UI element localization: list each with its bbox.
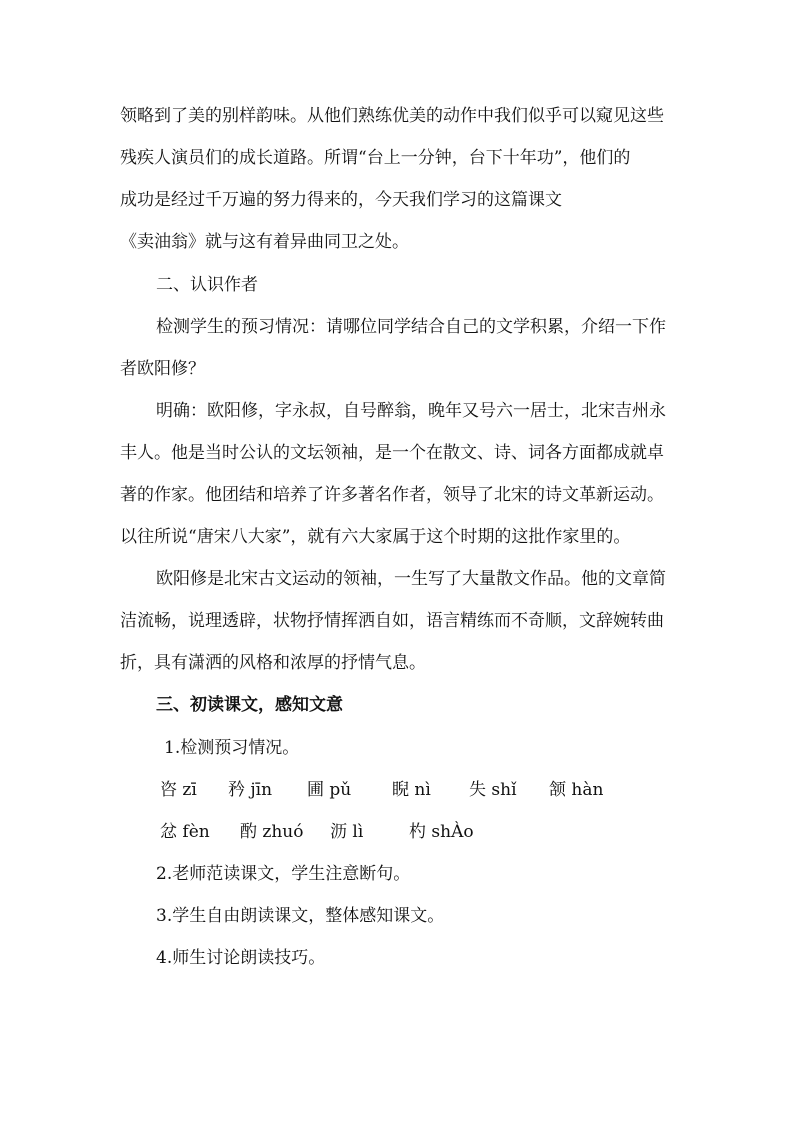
paragraph-3-line-2: 丰人。他是当时公认的文坛领袖，是一个在散文、诗、词各方面都成就卓: [120, 443, 664, 463]
paragraph-1-line-3: 成功是经过千万遍的努力得来的，今天我们学习的这篇课文: [120, 190, 562, 210]
paragraph-3-line-4: 以往所说“唐宋八大家”，就有六大家属于这个时期的这批作家里的。: [120, 527, 631, 547]
paragraph-1-line-2: 残疾人演员们的成长道路。所谓“台上一分钟，台下十年功”，他们的: [120, 148, 631, 168]
paragraph-2-line-2: 者欧阳修？: [120, 359, 205, 379]
pinyin-item: 圃 pǔ: [307, 780, 352, 800]
pinyin-item: 酌 zhuó: [240, 822, 304, 842]
paragraph-4-line-1: 欧阳修是北宋古文运动的领袖，一生写了大量散文作品。他的文章简: [156, 569, 666, 589]
paragraph-4-line-3: 折，具有潇洒的风格和浓厚的抒情气息。: [120, 653, 426, 673]
pinyin-item: 矜 jīn: [228, 780, 273, 800]
pinyin-item: 睨 nì: [392, 780, 431, 800]
section-heading-first-reading: 三、初读课文，感知文意: [156, 695, 343, 715]
step-4: 4.师生讨论朗读技巧。: [156, 948, 326, 968]
paragraph-2-line-1: 检测学生的预习情况：请哪位同学结合自己的文学积累，介绍一下作: [156, 317, 666, 337]
pinyin-item: 失 shǐ: [469, 780, 517, 800]
step-1: 1.检测预习情况。: [164, 738, 300, 758]
paragraph-1-line-4: 《卖油翁》就与这有着异曲同卫之处。: [120, 232, 409, 252]
pinyin-item: 沥 lì: [330, 822, 364, 842]
paragraph-3-line-3: 著的作家。他团结和培养了许多著名作者，领导了北宋的诗文革新运动。: [120, 485, 664, 505]
pinyin-item: 颔 hàn: [549, 780, 604, 800]
paragraph-3-line-1: 明确：欧阳修，字永叔，自号醉翁，晚年又号六一居士，北宋吉州永: [156, 401, 666, 421]
section-heading-author: 二、认识作者: [156, 275, 258, 295]
paragraph-1-line-1: 领略到了美的别样韵味。从他们熟练优美的动作中我们似乎可以窥见这些: [120, 106, 664, 126]
pinyin-item: 忿 fèn: [160, 822, 210, 842]
step-3: 3.学生自由朗读课文，整体感知课文。: [156, 906, 445, 926]
pinyin-item: 咨 zī: [160, 780, 197, 800]
paragraph-4-line-2: 洁流畅，说理透辟，状物抒情挥洒自如，语言精练而不奇顺，文辞婉转曲: [120, 611, 664, 631]
pinyin-item: 杓 shÀo: [409, 822, 474, 842]
step-2: 2.老师范读课文，学生注意断句。: [156, 864, 411, 884]
